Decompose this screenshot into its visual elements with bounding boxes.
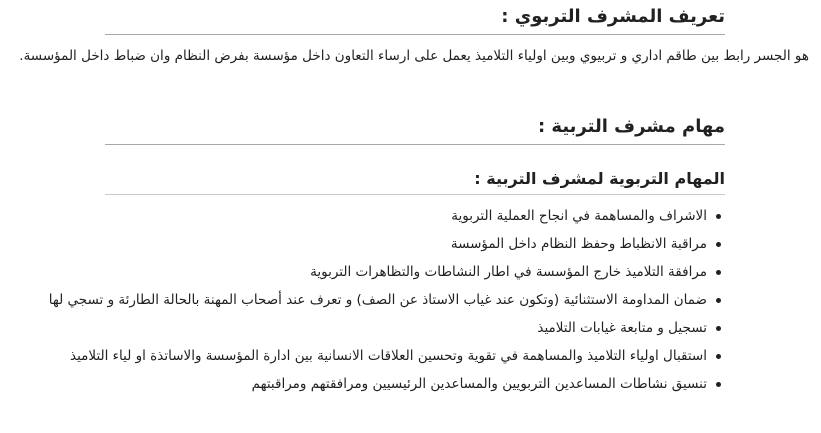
- list-item: الاشراف والمساهمة في انجاح العملية التربوية: [27, 204, 707, 228]
- educational-tasks-list: [27, 204, 725, 400]
- tasks-heading: مهام مشرف التربية :: [105, 114, 725, 145]
- list-item: مرافقة التلاميذ خارج المؤسسة في اطار النشاطات والتظاهرات التربوية: [27, 260, 707, 284]
- list-item: استقبال اولياء التلاميذ والمساهمة في تقوية وتحسين العلاقات الانسانية بين ادارة المؤسسة والاساتذة او لياء التلاميذ: [27, 344, 707, 368]
- educational-tasks-heading: المهام التربوية لمشرف التربية :: [105, 168, 725, 195]
- definition-heading: تعريف المشرف التربوي :: [105, 4, 725, 35]
- list-item: تنسيق نشاطات المساعدين التربويين والمساعدين الرئيسيين ومرافقتهم ومراقبتهم: [27, 372, 707, 396]
- list-item: ضمان المداومة الاستثنائية (وتكون عند غياب الاستاذ عن الصف) و تعرف عند أصحاب المهنة بالحالة الطارئة و تسجي لها: [27, 288, 707, 312]
- list-item: مراقبة الانظباط وحفظ النظام داخل المؤسسة: [27, 232, 707, 256]
- definition-paragraph: هو الجسر رابط بين طاقم اداري و تربيوي وبين اولياء التلاميذ يعمل على ارساء التعاون داخل مؤسسة بفرض النظام وان ضباط داخل المؤسسة.: [19, 48, 809, 64]
- list-item: تسجيل و متابعة غيابات التلاميذ: [27, 316, 707, 340]
